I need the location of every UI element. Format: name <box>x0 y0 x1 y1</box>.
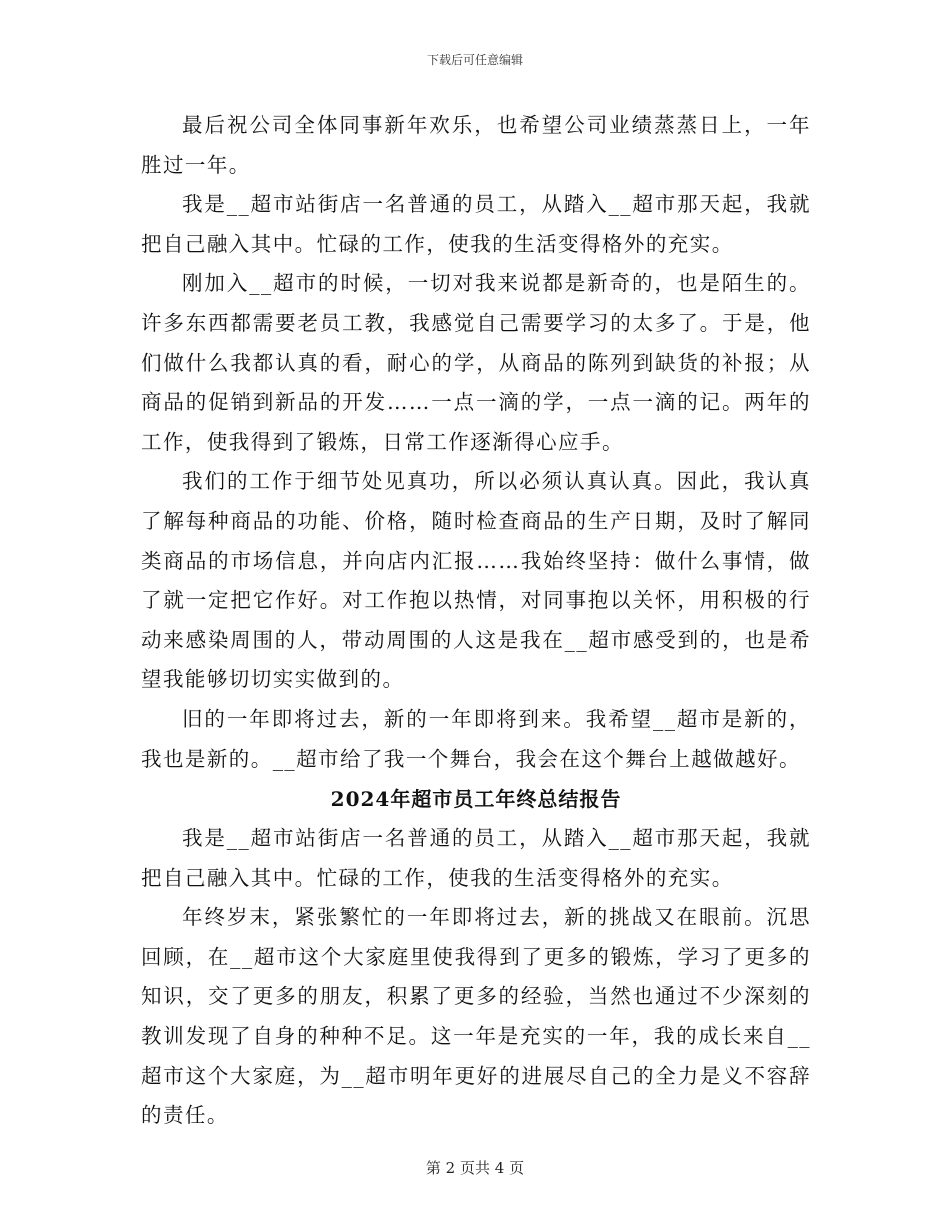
paragraph-details: 我们的工作于细节处见真功，所以必须认真认真。因此，我认真了解每种商品的功能、价格，随时检查商品的生产日期，及时了解同类商品的市场信息，并向店内汇报……我始终坚持：做什么事情，做了就一定把它作好。对工作抱以热情，对同事抱以关怀，用积极的行动来感染周围的人，带动周围的人这是我在__超市感受到的，也是希望我能够切切实实做到的。 <box>141 469 811 692</box>
page-header: 下载后可任意编辑 <box>426 53 523 67</box>
paragraph-year-end: 年终岁末，紧张繁忙的一年即将过去，新的挑战又在眼前。沉思回顾，在__超市这个大家庭里使我得到了更多的锻炼，学习了更多的知识，交了更多的朋友，积累了更多的经验，当然也通过不少深刻的教训发现了自身的种种不足。这一年是充实的一年，我的成长来自__超市这个大家庭，为__超市明年更好的进展尽自己的全力是义不容辞的责任。 <box>141 905 811 1128</box>
paragraph-new-year: 旧的一年即将过去，新的一年即将到来。我希望__超市是新的，我也是新的。__超市给了我一个舞台，我会在这个舞台上越做越好。 <box>141 706 811 771</box>
paragraph-closing-wish: 最后祝公司全体同事新年欢乐，也希望公司业绩蒸蒸日上，一年胜过一年。 <box>141 113 811 177</box>
paragraph-intro: 我是__超市站街店一名普通的员工，从踏入__超市那天起，我就把自己融入其中。忙碌的工作，使我的生活变得格外的充实。 <box>141 192 811 256</box>
section-title: 2024年超市员工年终总结报告 <box>330 787 622 812</box>
paragraph-intro-repeat: 我是__超市站街店一名普通的员工，从踏入__超市那天起，我就把自己融入其中。忙碌的工作，使我的生活变得格外的充实。 <box>141 826 811 890</box>
page-footer: 第 2 页共 4 页 <box>425 1159 525 1177</box>
paragraph-joining: 刚加入__超市的时候，一切对我来说都是新奇的，也是陌生的。许多东西都需要老员工教，我感觉自己需要学习的太多了。于是，他们做什么我都认真的看，耐心的学，从商品的陈列到缺货的补报；从商品的促销到新品的开发……一点一滴的学，一点一滴的记。两年的工作，使我得到了锻炼，日常工作逐渐得心应手。 <box>141 271 811 454</box>
document-body <box>141 106 811 1136</box>
